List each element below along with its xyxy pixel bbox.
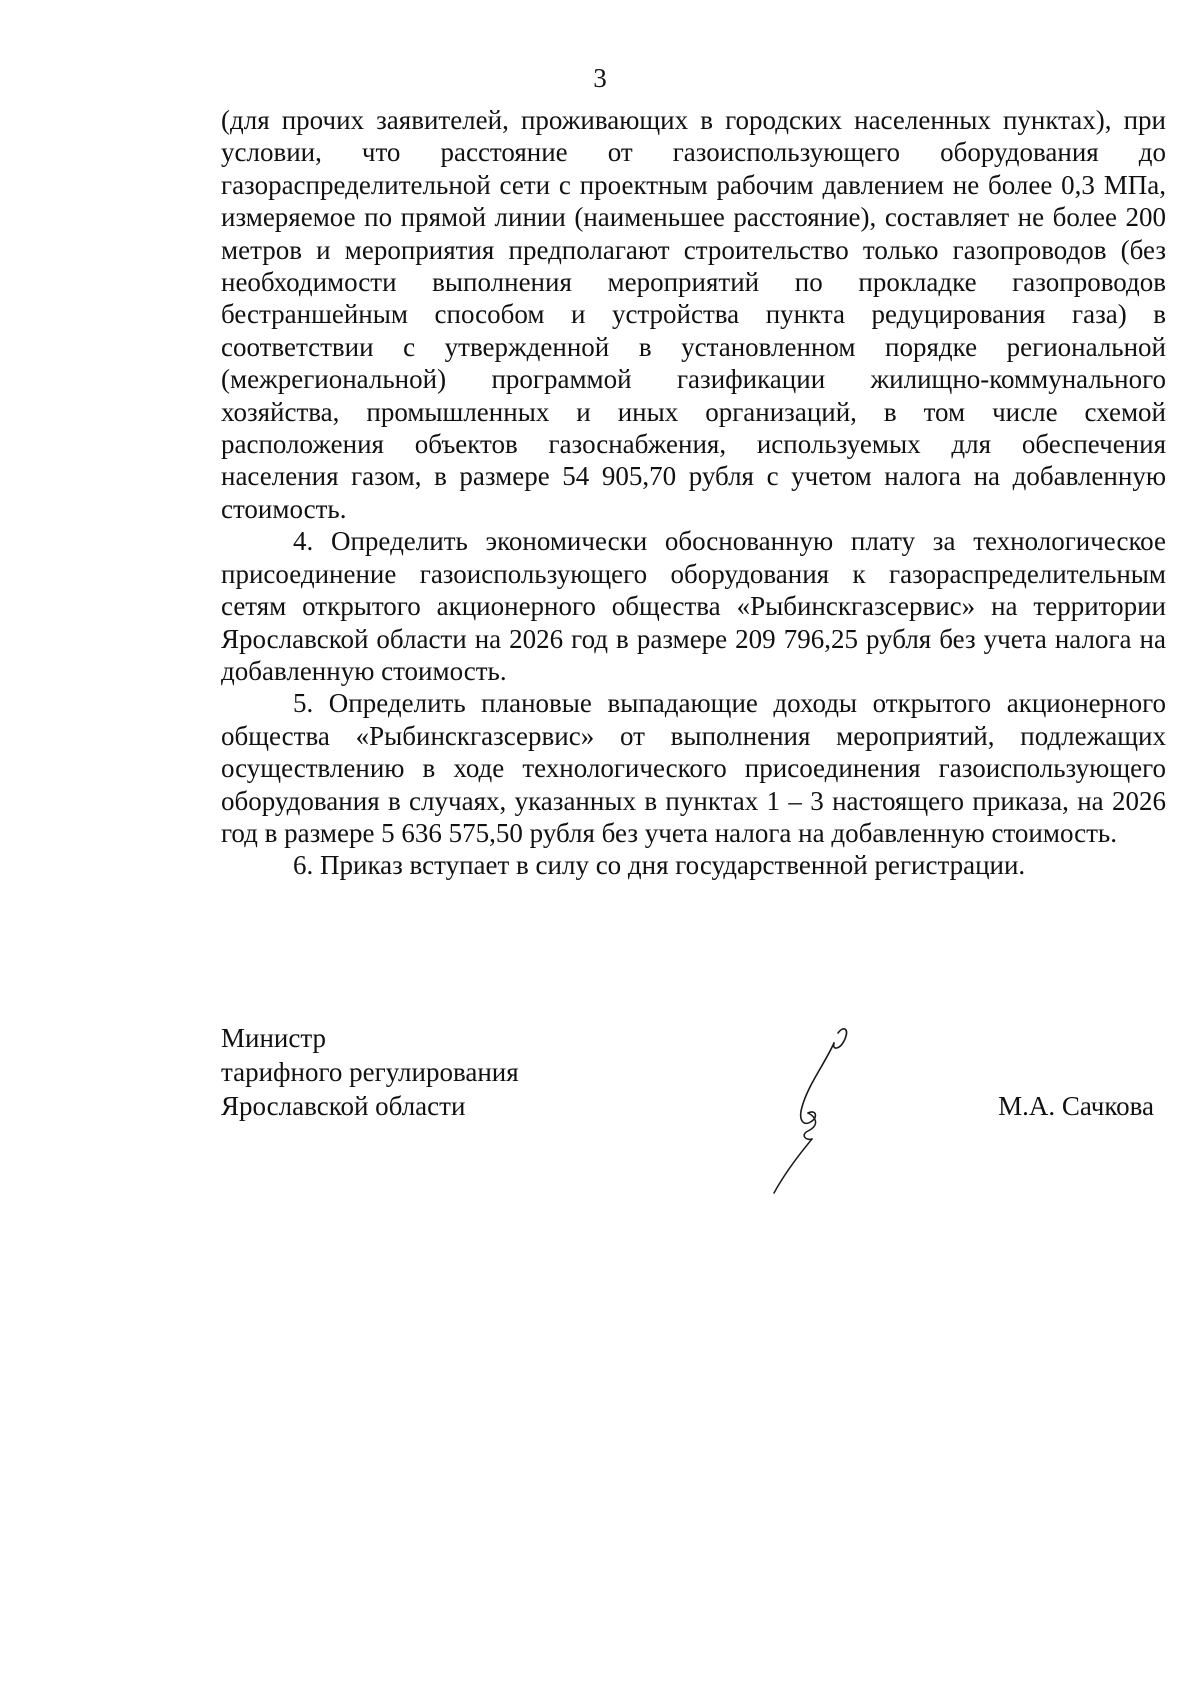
- position-line: Ярославской области: [221, 1091, 466, 1121]
- paragraph-continuation: (для прочих заявителей, проживающих в городских населенных пунктах), при условии, что расстояние от газоиспользующего оборудования до газораспределительной сети с проектным рабочим давлением не более 0,3 МПа, измеряемое по прямой линии (наименьшее расстояние), составляет не более 200 метров и мероприятия предполагают строительство только газопроводов (без необходимости выполнения мероприятий по прокладке газопроводов бестраншейным способом и устройства пункта редуцирования газа) в соответствии с утвержденной в установленном порядке региональной (межрегиональной) программой газификации жилищно-коммунального хозяйства, промышленных и иных организаций, в том числе схемой расположения объектов газоснабжения, используемых для обеспечения населения газом, в размере 54 905,70 рубля с учетом налога на добавленную стоимость.: [221, 105, 1166, 524]
- signatory-name: М.А. Сачкова: [998, 1091, 1154, 1121]
- handwritten-signature-icon: [746, 1021, 866, 1196]
- paragraph-item-4: 4. Определить экономически обоснованную плату за технологическое присоединение газоиспользующего оборудования к газораспределительным сетям открытого акционерного общества «Рыбинскгазсервис» на территории Ярославской области на 2026 год в размере 209 796,25 рубля без учета налога на добавленную стоимость.: [221, 526, 1166, 686]
- paragraph-item-6: 6. Приказ вступает в силу со дня государственной регистрации.: [293, 850, 1026, 881]
- position-line: тарифного регулирования: [221, 1057, 519, 1087]
- position-line: Министр: [221, 1023, 326, 1053]
- signature-block: [221, 1021, 1166, 1201]
- document-body: [221, 104, 1166, 882]
- paragraph-item-5: 5. Определить плановые выпадающие доходы открытого акционерного общества «Рыбинскгазсервис» от выполнения мероприятий, подлежащих осуществлению в ходе технологического присоединения газоиспользующего оборудования в случаях, указанных в пунктах 1 – 3 настоящего приказа, на 2026 год в размере 5 636 575,50 рубля без учета налога на добавленную стоимость.: [221, 688, 1166, 848]
- page-number: 3: [593, 63, 607, 93]
